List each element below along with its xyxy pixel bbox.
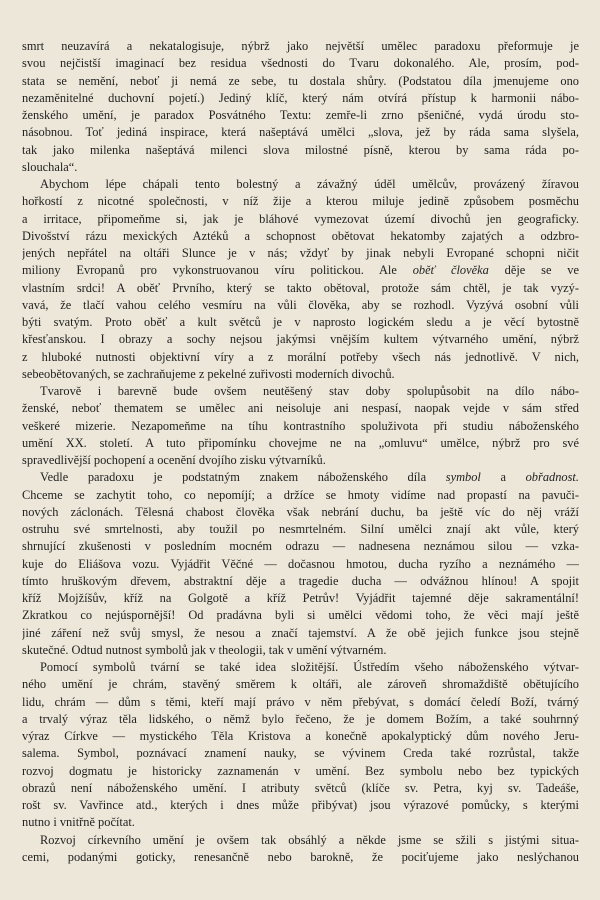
line-text: z hluboké nutnosti objektivní víry a z morální potřeby všech nás jednotlivě. V nich, [22, 349, 579, 364]
line-text: umění XX. století. A tuto připomínku chovejme ne na „omluvu“ umělce, nýbrž pro své [22, 435, 579, 450]
line-text: slouchala“. [22, 159, 78, 174]
line-text: obrazů není náboženského umění. I atributy světců (klíče sv. Petra, kyj sv. Tadeáše, [22, 780, 579, 795]
text-line [22, 573, 579, 590]
line-text: násobnou. Toť jediná inspirace, která našeptává umělci „slova, jež by ráda sama slyšela, [22, 125, 579, 140]
line-text: Pomocí symbolů tvární se také idea složitější. Ústředím všeho náboženského výtvar- [40, 660, 579, 674]
line-text: Vedle paradoxu je podstatným znakem náboženského díla [40, 470, 427, 485]
line-text: Tvarově i barevně bude ovšem neutěšený stav doby spolupůsobit na dílo nábo- [40, 384, 579, 398]
line-text: lidu, chrám — dům s těmi, kteří mají právo v něm přebývat, s domácí čeledí Boží, tvárný [22, 694, 579, 709]
line-text: ostruhu své smrtelnosti, aby toužil po nesmrtelném. Silní umělci znají akt vůle, který [22, 522, 579, 536]
text-line [22, 745, 579, 762]
text-line [22, 262, 579, 279]
text-line [22, 211, 579, 228]
text-line [22, 780, 579, 797]
line-text-tail: a [500, 470, 506, 485]
line-text: vavá, že tlačí vahou celého vesmíru na vůli člověka, aby se rozhodl. Vyzývá osobní vůli [22, 297, 579, 312]
body-text [22, 38, 579, 866]
text-line [22, 728, 579, 745]
line-text: cemi, podanými goticky, renesančně nebo barokně, že pociťujeme jako neslýchanou [22, 849, 579, 864]
line-text: Zkratkou co nejúspornější! Od pradávna byli si umělci vědomi toho, že věci mají ještě [22, 608, 579, 623]
text-line [22, 452, 579, 469]
text-line [22, 314, 579, 331]
text-line [22, 245, 579, 262]
line-text: výraz Církve — mystického Těla Kristova a konečně apokalyptický dům nového Jeru- [22, 729, 579, 743]
line-text-tail: děje se ve [504, 263, 579, 278]
text-line [22, 142, 579, 159]
line-text: nezaměnitelné duchovní pojetí.) Jediný klíč, který nám otvírá přístup k harmonii nábo- [22, 90, 579, 105]
text-line [22, 625, 579, 642]
line-text: Abychom lépe chápali tento bolestný a závažný úděl umělcův, provázený žíravou [40, 177, 579, 191]
text-line [22, 297, 579, 314]
line-text: jiné záření než svůj smysl, že nesou a značí tajemství. A že obě jejich funkce jsou stejně [22, 625, 579, 640]
text-line [22, 228, 579, 245]
text-line [22, 694, 579, 711]
text-line [22, 556, 579, 573]
text-line [22, 418, 579, 435]
text-line [22, 521, 579, 538]
text-line [22, 849, 579, 866]
text-line [22, 383, 579, 400]
text-line [22, 676, 579, 693]
line-text: kuje do Eliášova vozu. Vyjádřit Věčné — dočasnou hmotou, ducha ryzího a neznámého — [22, 556, 579, 571]
line-text: nutno i vnitřně počítat. [22, 815, 135, 830]
text-line [22, 659, 579, 676]
text-line [22, 590, 579, 607]
text-line [22, 38, 579, 55]
text-line [22, 176, 579, 193]
text-line [22, 763, 579, 780]
line-text: spravedlivější pochopení a ocenění dvojího zisku výtvarníků. [22, 453, 326, 467]
line-text: a irritace, připomeňme si, jak je bláhové vymezovat území divochů jen geograficky. [22, 211, 579, 226]
text-line [22, 711, 579, 728]
line-text: tak jako milenka našeptává milenci slova milostné písně, kterou by sama ráda po- [22, 142, 579, 157]
line-text: ženské, neboť thematem se umělec ani neisoluje ani nespasí, naopak vejde v sám střed [22, 401, 579, 416]
text-line [22, 538, 579, 555]
text-line [22, 280, 579, 297]
text-line [22, 832, 579, 849]
text-line [22, 607, 579, 624]
emphasized-text: oběť člověka [412, 263, 489, 278]
line-text: nových záclonách. Tělesná chabost člověka však nebrání duchu, ba ještě víc do něj vráží [22, 504, 579, 519]
line-text: Rozvoj církevního umění je ovšem tak obsáhlý a někde jsme se sžili s jistými situa- [40, 832, 579, 847]
line-text: Chceme se zachytit toho, co nepomíjí; a držíce se hmoty vidíme nad propastí na pavuči- [22, 487, 579, 502]
emphasized-text: obřadnost. [525, 470, 579, 485]
text-line [22, 73, 579, 90]
text-line [22, 366, 579, 383]
text-line [22, 349, 579, 366]
text-line [22, 90, 579, 107]
text-line [22, 435, 579, 452]
line-text: rošt sv. Vavřince atd., kterých i dnes může přibývat) jsou výrazové pomůcky, s kterými [22, 798, 579, 812]
text-line [22, 487, 579, 504]
text-line [22, 400, 579, 417]
text-line [22, 159, 579, 176]
line-text: ženského umění, je paradox Posvátného Textu: zemře-li zrno pšeničné, vydá úrodu sto- [22, 108, 579, 122]
line-text: salema. Symbol, poznávací znamení nauky, se vývinem Creda také rozrůstal, takže [22, 746, 579, 761]
line-text: vlastním srdci! A oběť Prvního, který se takto obětoval, protože sám chtěl, je tak vyzý- [22, 280, 579, 295]
line-text: svou nejčistší imaginací bez residua všednosti do Tvaru dokonalého. Ale, prosím, pod- [22, 56, 579, 71]
text-line [22, 504, 579, 521]
line-text: skutečné. Odtud nutnost symbolů jak v theologii, tak v umění výtvarném. [22, 642, 387, 657]
line-text: hořkostí z nicotné společnosti, v níž žije a kterou miluje jedině způsobem posměchu [22, 194, 579, 209]
text-line [22, 55, 579, 72]
line-text: smrt neuzavírá a nekatalogisuje, nýbrž jako největší umělec paradoxu přeformuje je [22, 39, 579, 53]
line-text: shrnující zkušenosti v posledním mocném odrazu — nadnesena neznámou silou — vzka- [22, 539, 579, 554]
line-text: jených nepřátel na oltáři Slunce je v nás; vždyť by jinak nebyli Evropané schopni ničit [22, 246, 579, 260]
line-text: miliony Evropanů pro vykonstruovanou víru politickou. Ale [22, 263, 397, 278]
text-line [22, 331, 579, 348]
line-text: stata se nemění, neboť ji nemá ze sebe, tu dostala shůry. (Podstatou díla jmenujeme ono [22, 73, 579, 88]
text-line [22, 124, 579, 141]
line-text: tímto hruškovým dřevem, abstraktní děje a tragedie ducha — odvážnou hlínou! A spojit [22, 573, 579, 588]
text-line [22, 642, 579, 659]
line-text: veškeré mizerie. Nezapomeňme na tíhu kontrastního spoluživota při studiu náboženského [22, 418, 579, 433]
line-text: rozvoj dogmatu je historicky zaznamenán v umění. Bez symbolu nebo bez typických [22, 763, 579, 778]
text-line [22, 814, 579, 831]
text-line [22, 469, 579, 486]
line-text: Divošství rázu mexických Aztéků a schopnost obětovat hekatomby zajatých a odzbro- [22, 228, 579, 243]
line-text: ného umění je chrám, stavěný směrem k oltáři, ale zároveň shromaždiště obětujícího [22, 677, 579, 692]
text-line [22, 797, 579, 814]
line-text: křesťanskou. I obrazy a sochy nejsou jakýmsi vnějším kultem výtvarného umění, nýbrž [22, 332, 579, 347]
text-line [22, 193, 579, 210]
text-line [22, 107, 579, 124]
emphasized-text: symbol [445, 470, 481, 485]
line-text: sebeobětovaných, se zachraňujeme z pekelné zuřivosti moderních divochů. [22, 366, 395, 381]
line-text: kříž Mojžíšův, kříž na Golgotě a kříž Petrův! Vyjádřit tajemné děje sakramentální! [22, 591, 579, 605]
line-text: a trvalý výraz těla lidského, o němž bylo řečeno, že je domem Božím, a také souhrnný [22, 711, 579, 726]
line-text: býti svatým. Proto oběť a kult světců je v naprosto logickém sledu a je věcí bytostně [22, 315, 579, 329]
